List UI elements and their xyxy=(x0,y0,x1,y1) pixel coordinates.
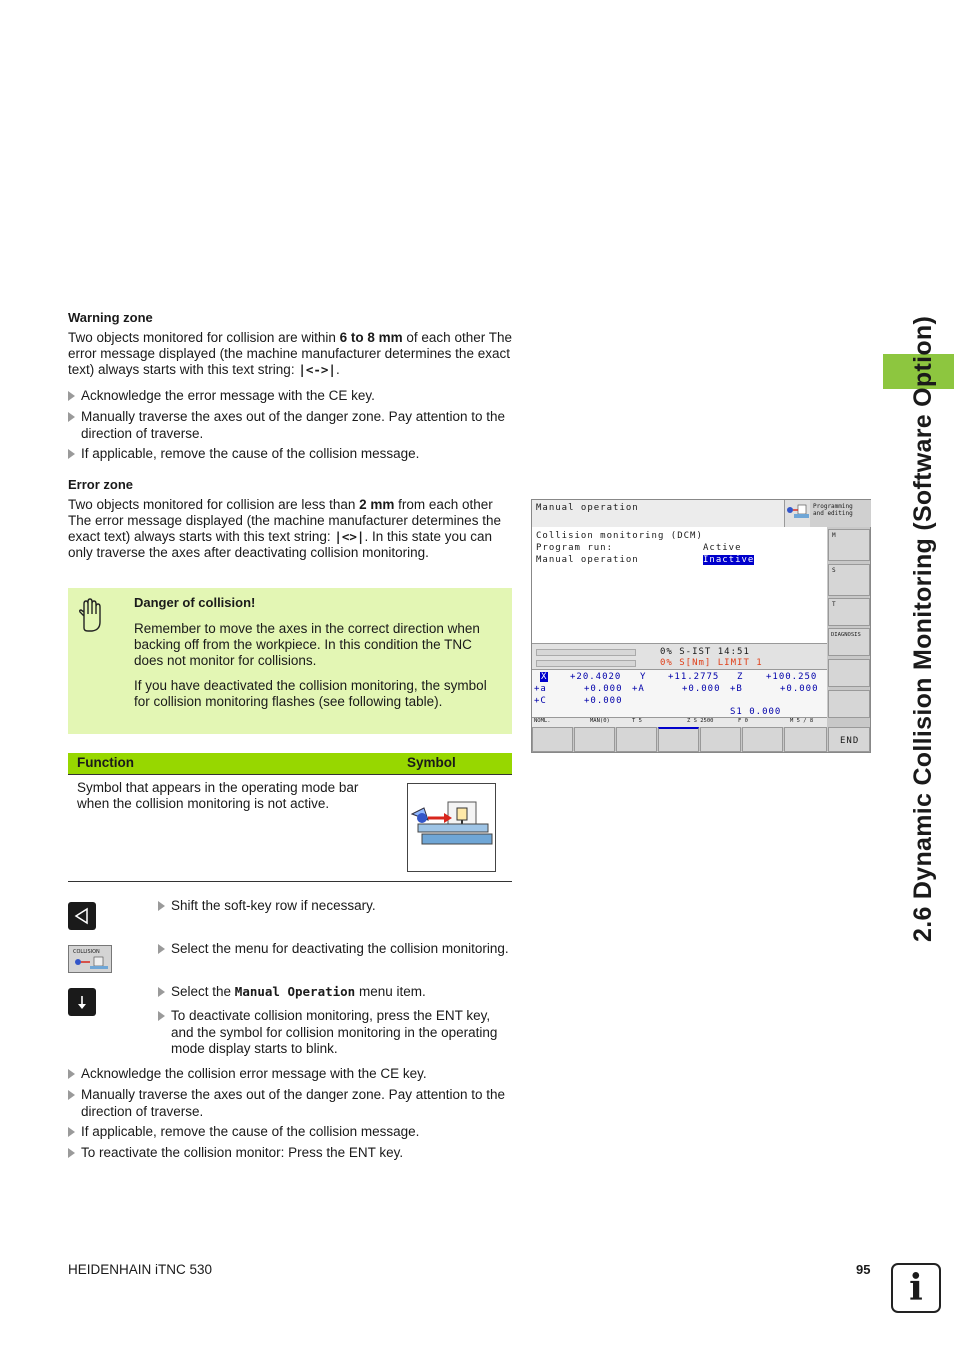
table-header-rule xyxy=(68,774,512,775)
axis-y-label: Y xyxy=(640,672,647,682)
column-header-symbol: Symbol xyxy=(407,755,456,770)
status-noml: NOML. xyxy=(534,718,551,724)
final-bullet: If applicable, remove the cause of the collision message. xyxy=(68,1124,513,1141)
arrow-left-icon xyxy=(68,902,96,930)
menu-title: Collision monitoring (DCM) xyxy=(536,531,703,541)
shift-softkey-row-key[interactable] xyxy=(68,902,96,930)
danger-text-2: If you have deactivated the collision monitoring, the symbol for collision monitoring flashes (see following table). xyxy=(134,678,487,709)
arrow-down-key[interactable] xyxy=(68,988,96,1016)
status-line-1: 0% S-IST 14:51 xyxy=(660,647,750,657)
table-header xyxy=(68,753,512,774)
menu-row-program-run-value[interactable]: Active xyxy=(703,543,742,553)
axis-a-label: +a xyxy=(534,684,547,694)
final-bullet: To reactivate the collision monitor: Press the ENT key. xyxy=(68,1145,513,1162)
collision-mode-icon xyxy=(784,500,811,528)
softkey-diagnosis-label: DIAGNOSIS xyxy=(831,632,861,638)
softkey-blank[interactable] xyxy=(828,659,870,687)
step-item: Select the menu for deactivating the collision monitoring. xyxy=(158,941,513,958)
hand-warning-icon xyxy=(78,598,104,639)
menu-row-program-run-label: Program run: xyxy=(536,543,614,553)
warning-paragraph: Two objects monitored for collision are within 6 to 8 mm of each other The error message displayed (the machine manufacturer determines the exact text) always starts with this text string: |<->|. xyxy=(68,330,512,377)
axis-C-label: +C xyxy=(534,696,547,706)
final-bullet: Manually traverse the axes out of the danger zone. Pay attention to the direction of traverse. xyxy=(68,1087,513,1120)
error-heading: Error zone xyxy=(68,477,134,492)
axis-A-value: +0.000 xyxy=(682,684,721,694)
end-softkey[interactable] xyxy=(828,727,870,752)
axis-y-value: +11.2775 xyxy=(668,672,720,682)
softkey-t-label: T xyxy=(832,601,837,608)
softkey-t[interactable] xyxy=(828,598,870,626)
softkey-blank[interactable] xyxy=(828,690,870,718)
axis-z-value: +100.250 xyxy=(766,672,818,682)
side-mode-line-1: Programming xyxy=(813,503,853,510)
step-item: Shift the soft-key row if necessary. xyxy=(158,898,513,915)
error-paragraph: Two objects monitored for collision are less than 2 mm from each other The error message displayed (the machine manufacturer determines the exact text) always starts with this text string: |<>|. In this state you can only traverse the axes after deactivating collision monitoring. xyxy=(68,497,501,560)
column-header-function: Function xyxy=(77,755,134,770)
step-item: To deactivate collision monitoring, press the ENT key, and the symbol for collision monitoring in the operating mode display starts to blink. xyxy=(158,1008,513,1058)
axis-x-value: +20.4020 xyxy=(570,672,622,682)
arrow-down-icon xyxy=(68,988,96,1016)
danger-text-1: Remember to move the axes in the correct direction when backing off from the workpiece. In this condition the TNC does not monitor for collisions. xyxy=(134,621,480,668)
axis-a-value: +0.000 xyxy=(584,684,623,694)
table-cell-function: Symbol that appears in the operating mode bar when the collision monitoring is not active. xyxy=(77,780,359,811)
status-tool: T 5 xyxy=(632,718,642,724)
softkey-m-label: M xyxy=(832,532,837,539)
step-item: Select the Manual Operation menu item. xyxy=(158,984,513,1001)
collision-softkey[interactable] xyxy=(68,945,112,973)
danger-box xyxy=(68,588,512,734)
collision-softkey-icon xyxy=(72,956,110,972)
menu-row-manual-value[interactable]: Inactive xyxy=(703,555,755,565)
status-spindle: Z S 2500 xyxy=(687,718,714,724)
end-softkey-label: END xyxy=(840,736,860,746)
status-feed: F 0 xyxy=(738,718,748,724)
softkey-s-label: S xyxy=(832,567,837,574)
status-line-2: 0% S[Nm] LIMIT 1 xyxy=(660,658,763,668)
side-mode-panel xyxy=(810,500,871,527)
warning-heading: Warning zone xyxy=(68,310,153,325)
table-bottom-rule xyxy=(68,881,512,882)
collision-softkey-label: COLLISION xyxy=(73,949,100,955)
screen-mode-title: Manual operation xyxy=(536,503,639,513)
softkey-bottom[interactable] xyxy=(784,727,827,752)
danger-title: Danger of collision! xyxy=(134,595,256,610)
position-display xyxy=(532,669,827,718)
softkey-bottom[interactable] xyxy=(532,727,573,752)
status-area xyxy=(532,643,827,670)
warning-bullet: Manually traverse the axes out of the danger zone. Pay attention to the direction of traverse. xyxy=(68,409,513,442)
status-bottom-bar xyxy=(532,717,827,727)
softkey-bottom[interactable] xyxy=(658,727,699,752)
spindle-s1: S1 0.000 xyxy=(730,707,782,717)
info-icon: i xyxy=(891,1263,941,1313)
axis-x-label: X xyxy=(541,672,548,682)
softkey-bottom[interactable] xyxy=(700,727,741,752)
axis-A-label: +A xyxy=(632,684,645,694)
softkey-bottom[interactable] xyxy=(616,727,657,752)
side-mode-line-2: and editing xyxy=(813,510,853,517)
softkey-bottom[interactable] xyxy=(742,727,783,752)
menu-row-manual-label: Manual operation xyxy=(536,555,639,565)
tnc-screen xyxy=(531,499,871,753)
load-bar xyxy=(536,660,636,667)
chapter-title: 2.6 Dynamic Collision Monitoring (Software Option) xyxy=(909,315,937,942)
collision-inactive-symbol-icon xyxy=(407,783,496,872)
page-number: 95 xyxy=(856,1262,871,1277)
axis-B-value: +0.000 xyxy=(780,684,819,694)
softkey-bottom[interactable] xyxy=(574,727,615,752)
footer-brand: HEIDENHAIN iTNC 530 xyxy=(68,1262,213,1277)
screen-mode-bar xyxy=(532,500,784,528)
warning-bullet: If applicable, remove the cause of the collision message. xyxy=(68,446,513,463)
status-m: M 5 / 8 xyxy=(790,718,814,724)
final-bullet: Acknowledge the collision error message with the CE key. xyxy=(68,1066,513,1083)
dcm-menu-area xyxy=(532,527,827,643)
softkey-m[interactable] xyxy=(828,529,870,561)
softkey-s[interactable] xyxy=(828,564,870,596)
load-bar xyxy=(536,649,636,656)
warning-bullet: Acknowledge the error message with the CE key. xyxy=(68,388,513,405)
axis-B-label: +B xyxy=(730,684,743,694)
axis-z-label: Z xyxy=(737,672,744,682)
status-man: MAN(0) xyxy=(590,718,610,724)
axis-C-value: +0.000 xyxy=(584,696,623,706)
softkey-diagnosis[interactable] xyxy=(828,628,870,656)
